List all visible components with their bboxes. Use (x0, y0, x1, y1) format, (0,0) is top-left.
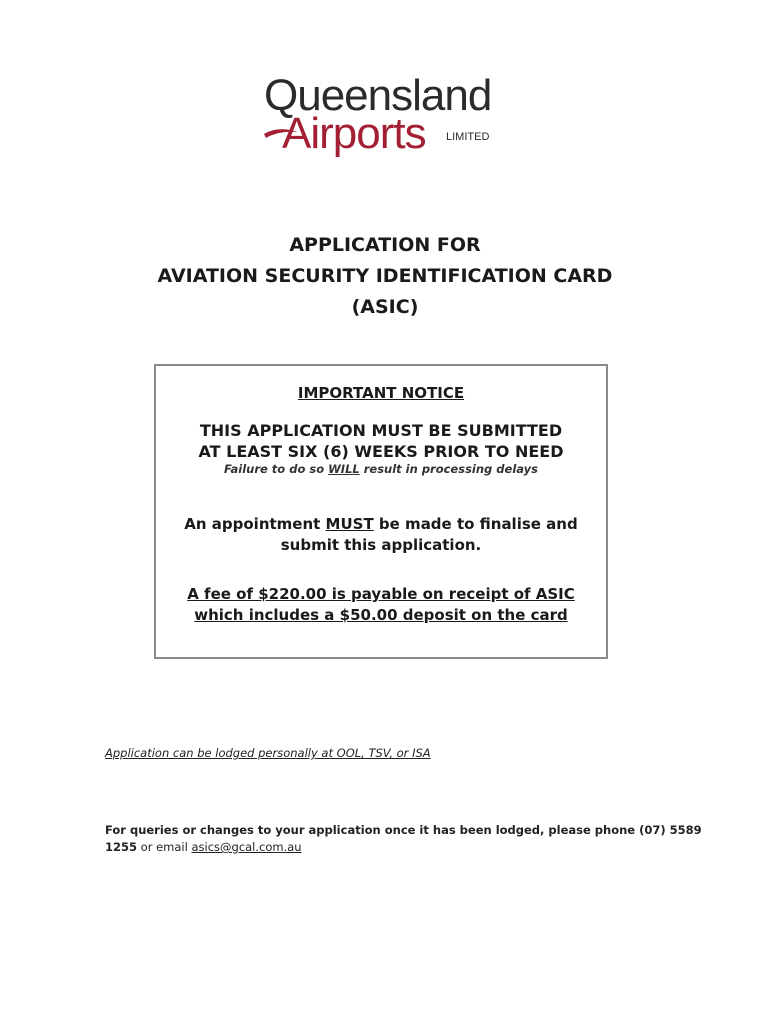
notice-heading: IMPORTANT NOTICE (297, 384, 465, 402)
notice-fee (156, 584, 606, 626)
important-notice-box (154, 364, 608, 659)
failure-text-pre: Failure to do so (223, 462, 329, 476)
logo-text-queensland: Queensland (264, 71, 492, 120)
notice-submission-deadline (156, 420, 606, 462)
title-line-1: APPLICATION FOR (289, 234, 481, 256)
fee-line-1: A fee of $220.00 is payable on receipt of ASIC (187, 585, 575, 603)
logo-text-limited: LIMITED (446, 131, 490, 143)
queries-phone-suffix: 1255 (105, 840, 138, 854)
lodgement-locations: Application can be lodged personally at OOL, TSV, or ISA (105, 746, 431, 760)
title-line-2: AVIATION SECURITY IDENTIFICATION CARD (157, 265, 613, 287)
failure-text-emphasis: WILL (328, 462, 360, 476)
queries-text-line-1: For queries or changes to your application once it has been lodged, please phone (07) 5589 (105, 823, 702, 837)
appointment-text-emphasis: MUST (325, 515, 374, 533)
appointment-text-post: be made to finalise and (373, 515, 578, 533)
queries-text-mid: or email (137, 840, 192, 854)
company-logo (262, 71, 532, 162)
appointment-line-1 (156, 514, 606, 535)
queries-contact (105, 822, 705, 856)
appointment-text-pre: An appointment (184, 515, 326, 533)
title-line-3: (ASIC) (351, 296, 419, 318)
notice-failure-warning (156, 462, 606, 476)
queries-email-link[interactable]: asics@gcal.com.au (191, 840, 302, 854)
notice-appointment (156, 514, 606, 556)
document-title (0, 230, 770, 323)
failure-text-post: result in processing delays (359, 462, 539, 476)
notice-main-line-1: THIS APPLICATION MUST BE SUBMITTED (199, 421, 563, 440)
notice-main-line-2: AT LEAST SIX (6) WEEKS PRIOR TO NEED (198, 442, 564, 461)
appointment-line-2: submit this application. (280, 536, 482, 554)
fee-line-2: which includes a $50.00 deposit on the card (194, 606, 568, 624)
logo-text-airports: Airports (282, 109, 426, 158)
